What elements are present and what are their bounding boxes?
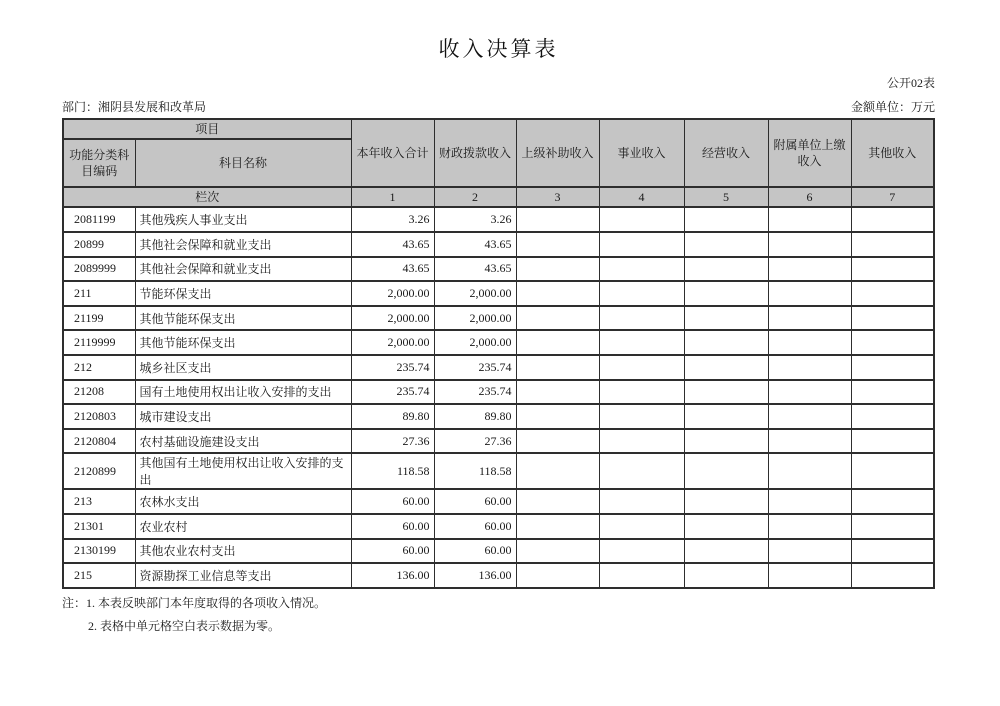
row-value-cell: 235.74 (434, 355, 516, 380)
row-value-cell (851, 257, 934, 282)
row-value-cell (851, 380, 934, 405)
row-value-cell: 118.58 (434, 453, 516, 489)
row-value-cell: 118.58 (351, 453, 434, 489)
row-value-cell: 43.65 (434, 257, 516, 282)
row-value-cell (851, 306, 934, 331)
row-value-cell (516, 563, 599, 588)
row-value-cell (851, 232, 934, 257)
row-value-cell (599, 257, 684, 282)
row-name-cell: 农村基础设施建设支出 (135, 429, 351, 454)
row-value-cell (768, 453, 851, 489)
column-number-cell: 2 (434, 187, 516, 207)
table-row (63, 404, 934, 429)
row-name-cell: 其他节能环保支出 (135, 306, 351, 331)
row-value-cell: 3.26 (434, 207, 516, 232)
table-row (63, 489, 934, 514)
row-value-cell (768, 257, 851, 282)
row-value-cell (768, 563, 851, 588)
table-header (63, 119, 934, 207)
page-title: 收入决算表 (438, 37, 559, 61)
row-value-cell: 60.00 (434, 514, 516, 539)
row-value-cell (684, 330, 768, 355)
row-value-cell: 43.65 (351, 232, 434, 257)
row-name-cell: 城乡社区支出 (135, 355, 351, 380)
row-value-cell: 60.00 (351, 514, 434, 539)
table-row (63, 563, 934, 588)
column-header-business: 事业收入 (599, 119, 684, 187)
row-value-cell (599, 306, 684, 331)
row-code-cell: 21301 (63, 514, 135, 539)
row-value-cell (684, 257, 768, 282)
row-value-cell (516, 380, 599, 405)
unit-label: 金额单位：万元 (850, 100, 935, 114)
table-row (63, 330, 934, 355)
row-value-cell (599, 380, 684, 405)
row-value-cell (684, 404, 768, 429)
row-value-cell (599, 489, 684, 514)
row-value-cell (684, 563, 768, 588)
row-value-cell (684, 539, 768, 564)
row-code-cell: 213 (63, 489, 135, 514)
department-label: 部门：湘阴县发展和改革局 (62, 100, 207, 114)
row-name-cell: 农林水支出 (135, 489, 351, 514)
table-code-label: 公开02表 (886, 76, 935, 90)
row-name-cell: 其他国有土地使用权出让收入安排的支出 (135, 453, 351, 489)
income-table (62, 118, 935, 589)
row-value-cell: 89.80 (434, 404, 516, 429)
row-value-cell: 43.65 (351, 257, 434, 282)
row-value-cell: 60.00 (351, 539, 434, 564)
table-row (63, 232, 934, 257)
header-row-lanci (63, 187, 934, 207)
row-value-cell (851, 429, 934, 454)
table-row (63, 355, 934, 380)
table-row (63, 306, 934, 331)
row-value-cell: 3.26 (351, 207, 434, 232)
row-code-cell: 20899 (63, 232, 135, 257)
row-value-cell (851, 330, 934, 355)
subject-header-cell: 科目名称 (135, 139, 351, 187)
row-value-cell (516, 404, 599, 429)
row-value-cell (768, 330, 851, 355)
row-value-cell (516, 489, 599, 514)
row-name-cell: 其他残疾人事业支出 (135, 207, 351, 232)
note-line-1: 注：1. 本表反映部门本年度取得的各项收入情况。 (62, 595, 327, 610)
note-line-2: 2. 表格中单元格空白表示数据为零。 (88, 619, 281, 634)
report-content (62, 0, 935, 633)
row-code-cell: 2130199 (63, 539, 135, 564)
row-value-cell: 2,000.00 (351, 330, 434, 355)
row-value-cell (599, 207, 684, 232)
row-value-cell (851, 489, 934, 514)
column-header-fiscal: 财政拨款收入 (434, 119, 516, 187)
row-value-cell (851, 539, 934, 564)
row-value-cell (516, 514, 599, 539)
column-number-cell: 5 (684, 187, 768, 207)
row-value-cell (599, 232, 684, 257)
row-value-cell (599, 514, 684, 539)
lanci-cell: 栏次 (63, 187, 351, 207)
row-value-cell (516, 539, 599, 564)
row-value-cell: 2,000.00 (351, 281, 434, 306)
row-value-cell: 235.74 (434, 380, 516, 405)
row-value-cell (684, 306, 768, 331)
row-name-cell: 城市建设支出 (135, 404, 351, 429)
row-value-cell (599, 539, 684, 564)
column-number-cell: 1 (351, 187, 434, 207)
row-value-cell (599, 453, 684, 489)
row-code-cell: 2119999 (63, 330, 135, 355)
row-value-cell (684, 489, 768, 514)
row-name-cell: 其他社会保障和就业支出 (135, 232, 351, 257)
row-value-cell: 89.80 (351, 404, 434, 429)
row-code-cell: 2120899 (63, 453, 135, 489)
row-value-cell (599, 563, 684, 588)
row-value-cell (768, 281, 851, 306)
project-header-cell: 项目 (63, 119, 351, 139)
row-value-cell (599, 355, 684, 380)
row-value-cell (599, 281, 684, 306)
row-value-cell: 136.00 (351, 563, 434, 588)
column-header-operating: 经营收入 (684, 119, 768, 187)
row-value-cell: 60.00 (351, 489, 434, 514)
row-code-cell: 211 (63, 281, 135, 306)
row-code-cell: 2089999 (63, 257, 135, 282)
table-row (63, 207, 934, 232)
row-code-cell: 212 (63, 355, 135, 380)
row-value-cell: 27.36 (351, 429, 434, 454)
row-name-cell: 其他农业农村支出 (135, 539, 351, 564)
column-number-cell: 3 (516, 187, 599, 207)
row-name-cell: 农业农村 (135, 514, 351, 539)
meta-row (62, 98, 935, 115)
column-number-cell: 7 (851, 187, 934, 207)
row-value-cell (684, 207, 768, 232)
row-value-cell (768, 404, 851, 429)
code-header-cell: 功能分类科目编码 (63, 139, 135, 187)
row-value-cell (684, 429, 768, 454)
row-value-cell (684, 281, 768, 306)
row-value-cell (684, 514, 768, 539)
row-value-cell (599, 429, 684, 454)
row-code-cell: 2081199 (63, 207, 135, 232)
column-header-other: 其他收入 (851, 119, 934, 187)
column-number-cell: 6 (768, 187, 851, 207)
row-code-cell: 215 (63, 563, 135, 588)
header-row-project (63, 119, 934, 139)
row-value-cell (516, 453, 599, 489)
row-code-cell: 21208 (63, 380, 135, 405)
row-code-cell: 21199 (63, 306, 135, 331)
table-row (63, 281, 934, 306)
row-value-cell (768, 207, 851, 232)
row-value-cell (684, 232, 768, 257)
row-value-cell (851, 404, 934, 429)
table-row (63, 380, 934, 405)
row-value-cell (851, 563, 934, 588)
row-value-cell (516, 306, 599, 331)
row-value-cell (684, 355, 768, 380)
column-header-superior: 上级补助收入 (516, 119, 599, 187)
table-row (63, 257, 934, 282)
row-value-cell (516, 232, 599, 257)
row-value-cell (516, 257, 599, 282)
row-name-cell: 资源勘探工业信息等支出 (135, 563, 351, 588)
row-value-cell (684, 380, 768, 405)
row-value-cell (599, 330, 684, 355)
row-value-cell (516, 355, 599, 380)
table-row (63, 514, 934, 539)
row-value-cell: 60.00 (434, 489, 516, 514)
row-value-cell: 2,000.00 (351, 306, 434, 331)
row-name-cell: 其他节能环保支出 (135, 330, 351, 355)
row-value-cell (768, 232, 851, 257)
row-value-cell: 27.36 (434, 429, 516, 454)
row-value-cell: 235.74 (351, 355, 434, 380)
row-value-cell (851, 281, 934, 306)
row-name-cell: 其他社会保障和就业支出 (135, 257, 351, 282)
row-value-cell: 60.00 (434, 539, 516, 564)
row-value-cell: 2,000.00 (434, 281, 516, 306)
footnotes (62, 596, 935, 634)
row-value-cell: 136.00 (434, 563, 516, 588)
column-header-total: 本年收入合计 (351, 119, 434, 187)
row-value-cell (768, 380, 851, 405)
row-code-cell: 2120803 (63, 404, 135, 429)
table-body (63, 207, 934, 587)
row-name-cell: 国有土地使用权出让收入安排的支出 (135, 380, 351, 405)
row-value-cell (768, 429, 851, 454)
column-number-cell: 4 (599, 187, 684, 207)
row-value-cell (599, 404, 684, 429)
row-value-cell: 2,000.00 (434, 330, 516, 355)
row-value-cell (768, 489, 851, 514)
row-code-cell: 2120804 (63, 429, 135, 454)
row-value-cell (851, 514, 934, 539)
row-value-cell (768, 306, 851, 331)
table-row (63, 453, 934, 489)
row-value-cell (851, 207, 934, 232)
row-value-cell: 2,000.00 (434, 306, 516, 331)
row-value-cell (516, 429, 599, 454)
row-value-cell (768, 355, 851, 380)
row-value-cell (768, 539, 851, 564)
row-value-cell (516, 281, 599, 306)
row-value-cell: 235.74 (351, 380, 434, 405)
column-header-affiliate: 附属单位上缴收入 (768, 119, 851, 187)
row-value-cell (684, 453, 768, 489)
row-value-cell (516, 207, 599, 232)
row-value-cell (851, 453, 934, 489)
row-value-cell: 43.65 (434, 232, 516, 257)
row-value-cell (768, 514, 851, 539)
row-value-cell (851, 355, 934, 380)
row-name-cell: 节能环保支出 (135, 281, 351, 306)
table-row (63, 539, 934, 564)
table-row (63, 429, 934, 454)
row-value-cell (516, 330, 599, 355)
